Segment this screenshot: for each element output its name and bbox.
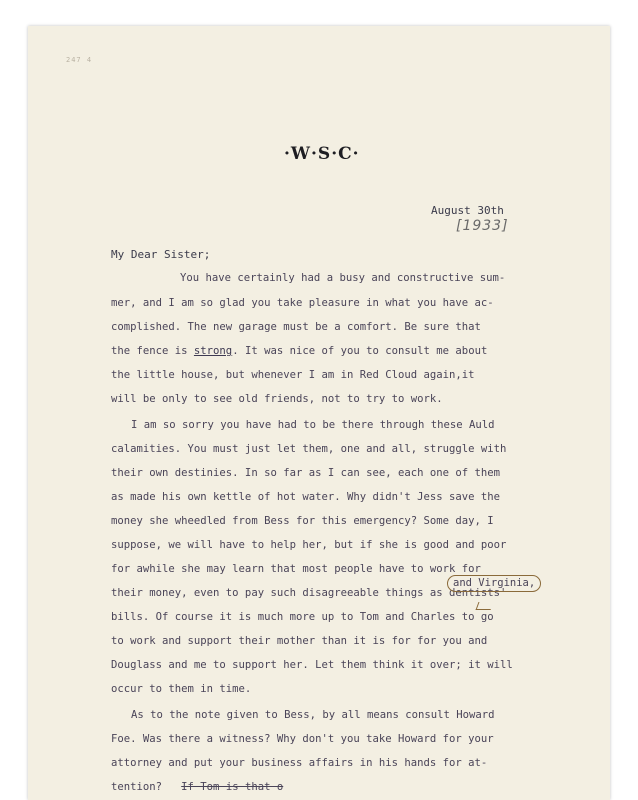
text-line: You have certainly had a busy and constructive sum-: [180, 272, 506, 284]
text-line: mer, and I am so glad you take pleasure in what you have ac-: [111, 297, 494, 309]
text-line: [111, 781, 283, 793]
text-fragment: tention?: [111, 781, 182, 793]
text-line: will be only to see old friends, not to try to work.: [111, 393, 443, 405]
text-line: bills. Of course it is much more up to Tom and Charles to go: [111, 611, 494, 623]
text-line: complished. The new garage must be a comfort. Be sure that: [111, 321, 481, 333]
letter-date: August 30th: [431, 204, 504, 217]
text-line: As to the note given to Bess, by all means consult Howard: [131, 709, 495, 721]
text-line: money she wheedled from Bess for this emergency? Some day, I: [111, 515, 494, 527]
text-fragment: the fence is: [111, 345, 194, 357]
text-line: as made his own kettle of hot water. Why didn't Jess save the: [111, 491, 501, 503]
text-line: their own destinies. In so far as I can see, each one of them: [111, 467, 501, 479]
insertion-caret: [476, 602, 494, 610]
text-line: occur to them in time.: [111, 683, 252, 695]
salutation: My Dear Sister;: [111, 248, 211, 261]
text-line: their money, even to pay such disagreeable things as dentists': [111, 587, 507, 599]
text-line: Foe. Was there a witness? Why don't you take Howard for your: [111, 733, 494, 745]
letter-page: [28, 26, 610, 800]
text-fragment: . It was nice of you to consult me about: [232, 345, 488, 357]
text-line: calamities. You must just let them, one and all, struggle with: [111, 443, 507, 455]
struck-text: If Tom is that o: [181, 781, 284, 793]
text-line: [111, 345, 487, 357]
text-line: Douglass and me to support her. Let them think it over; it will: [111, 659, 513, 671]
text-line: suppose, we will have to help her, but if she is good and poor: [111, 539, 507, 551]
text-line: to work and support their mother than it is for for you and: [111, 635, 488, 647]
text-line: I am so sorry you have had to be there through these Auld: [131, 419, 495, 431]
letterhead-monogram: ·W·S·C·: [284, 144, 360, 164]
archive-mark: 247 4: [66, 56, 93, 64]
text-line: attorney and put your business affairs in his hands for at-: [111, 757, 488, 769]
text-line: for awhile she may learn that most people have to work for: [111, 563, 481, 575]
underlined-word: strong: [193, 345, 233, 357]
handwritten-insertion: and Virginia,: [447, 575, 541, 592]
text-line: the little house, but whenever I am in Red Cloud again,it: [111, 369, 475, 381]
handwritten-year: [1933]: [456, 218, 509, 234]
